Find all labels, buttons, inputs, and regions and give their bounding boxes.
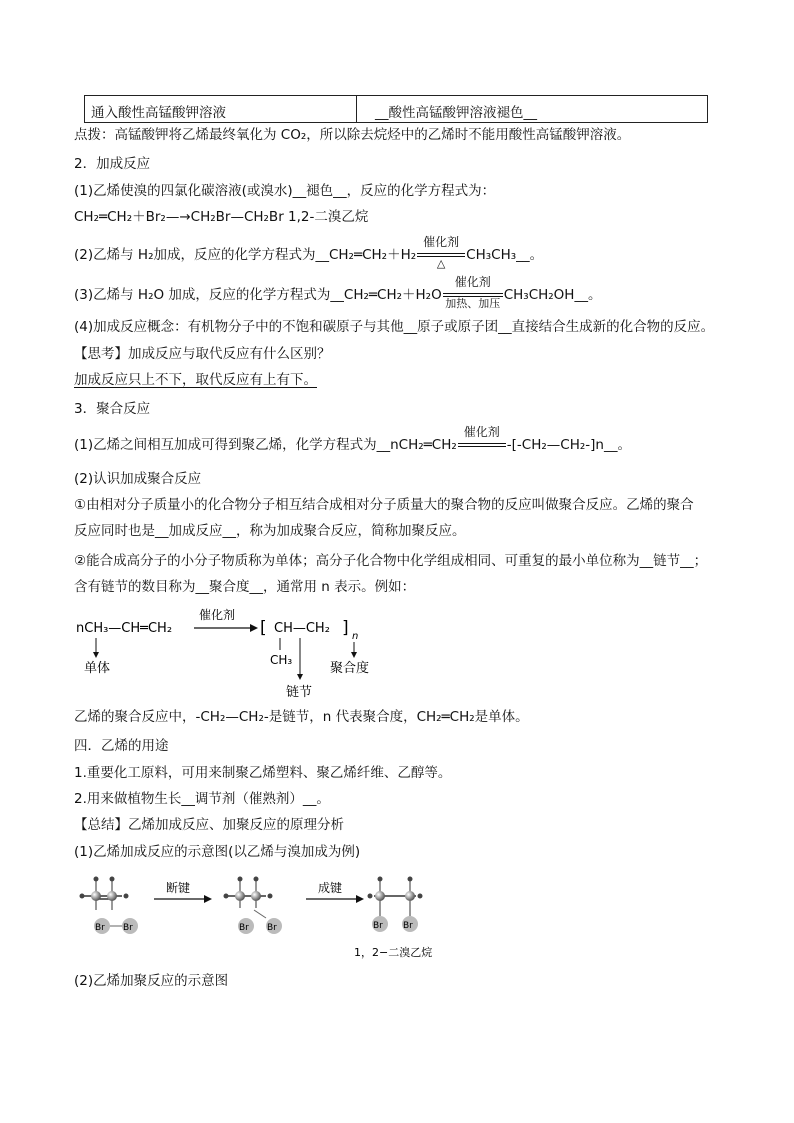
water-equation-right: CH₃CH₂OH__。 xyxy=(503,287,602,303)
polymerization-text-2: 反应同时也是__加成反应__，称为加成聚合反应，简称加聚反应。 xyxy=(74,523,466,539)
product-label: 1，2−二溴乙烷 xyxy=(354,946,433,959)
addition-mechanism-diagram xyxy=(74,870,454,966)
summary-heading: 【总结】乙烯加成反应、加聚反应的原理分析 xyxy=(74,817,344,833)
tip-text: 点拨：高锰酸钾将乙烯最终氧化为 CO₂，所以除去烷烃中的乙烯时不能用酸性高锰酸钾溶液。 xyxy=(74,127,631,143)
table-cell-phenomenon: __酸性高锰酸钾溶液褪色__ xyxy=(375,105,537,121)
summary-item-2: (2)乙烯加聚反应的示意图 xyxy=(74,973,229,989)
monomer-pointer-head xyxy=(93,652,99,658)
bromine-atom-3: Br xyxy=(239,923,249,933)
stage-bond-breaking xyxy=(224,877,283,935)
ethylene-polymerization-note: 乙烯的聚合反应中，-CH₂—CH₂-是链节，n 代表聚合度，CH₂═CH₂是单体。 xyxy=(74,709,529,725)
polymer-n: n xyxy=(352,631,359,642)
stage-ethylene-and-bromine xyxy=(80,877,139,935)
section-title-polymerization: 3．聚合反应 xyxy=(74,401,151,417)
degree-pointer-head xyxy=(351,652,357,658)
stage-dibromoethane xyxy=(368,877,423,933)
label-unit: 链节 xyxy=(286,685,313,700)
bromine-atom-6: Br xyxy=(403,921,413,931)
hydrogen-equation-right: CH₃CH₃__。 xyxy=(466,247,544,263)
condition-label-2: 加热、加压 xyxy=(445,297,501,310)
use-item-2: 2.用来做植物生长__调节剂（催熟剂）__。 xyxy=(74,791,330,807)
catalyst-label-3: 催化剂 xyxy=(463,425,500,439)
label-degree: 聚合度 xyxy=(330,661,370,676)
polyethylene-equation-right: -[-CH₂—CH₂-]n__。 xyxy=(506,437,631,453)
think-question: 【思考】加成反应与取代反应有什么区别？ xyxy=(74,346,331,362)
bromine-equation: CH₂═CH₂＋Br₂—→CH₂Br—CH₂Br 1,2-二溴乙烷 xyxy=(74,209,369,225)
section-title-addition: 2．加成反应 xyxy=(74,156,151,172)
catalyst-arrow-1 xyxy=(417,235,465,270)
polymer-unit: CH—CH₂ xyxy=(274,621,330,636)
hydrogen-equation xyxy=(74,235,544,270)
bromine-atom-1: Br xyxy=(95,923,105,933)
water-equation xyxy=(74,275,602,310)
catalyst-arrow-3 xyxy=(458,425,506,454)
catalyst-label-1: 催化剂 xyxy=(423,235,460,249)
catalyst-label-2: 催化剂 xyxy=(454,275,491,289)
section-title-uses: 四．乙烯的用途 xyxy=(74,738,169,754)
propylene-polymerization-diagram xyxy=(74,606,414,704)
monomer-formula: nCH₃—CH═CH₂ xyxy=(76,621,173,636)
summary-item-1: (1)乙烯加成反应的示意图(以乙烯与溴加成为例) xyxy=(74,844,361,860)
monomer-text-1: ②能合成高分子的小分子物质称为单体；高分子化合物中化学组成相同、可重复的最小单位称为__链节__； xyxy=(74,553,708,569)
polymer-bracket-left: [ xyxy=(260,618,267,638)
catalyst-arrow-2 xyxy=(443,275,503,310)
label-form-bond: 成键 xyxy=(318,881,343,895)
water-equation-left: (3)乙烯与 H₂O 加成，反应的化学方程式为__CH₂═CH₂＋H₂O xyxy=(74,287,442,303)
condition-label-1: △ xyxy=(436,257,446,270)
diagram-catalyst: 催化剂 xyxy=(199,608,236,622)
hydrogen-equation-left: (2)乙烯与 H₂加成，反应的化学方程式为__CH₂═CH₂＋H₂ xyxy=(74,247,417,263)
polyethylene-equation xyxy=(74,425,631,454)
reaction-table-row xyxy=(84,95,708,123)
reaction-arrow-head xyxy=(250,624,258,632)
label-monomer: 单体 xyxy=(84,661,111,676)
bromine-atom-2: Br xyxy=(123,923,133,933)
polymer-bracket-right: ] xyxy=(342,618,349,638)
bromine-atom-5: Br xyxy=(373,921,383,931)
polymerization-text-1: ①由相对分子质量小的化合物分子相互结合成相对分子质量大的聚合物的反应叫做聚合反应。乙烯的聚合 xyxy=(74,497,694,513)
think-answer: 加成反应只上不下，取代反应有上有下。 xyxy=(74,372,317,388)
monomer-text-2: 含有链节的数目称为__聚合度__，通常用 n 表示。例如： xyxy=(74,579,416,595)
polymerization-subtitle: (2)认识加成聚合反应 xyxy=(74,471,202,487)
methyl-group: CH₃ xyxy=(270,653,293,667)
polyethylene-equation-left: (1)乙烯之间相互加成可得到聚乙烯，化学方程式为__nCH₂═CH₂ xyxy=(74,437,457,453)
addition-concept: (4)加成反应概念：有机物分子中的不饱和碳原子与其他__原子或原子团__直接结合生成新的化合物的反应。 xyxy=(74,319,715,335)
use-item-1: 1.重要化工原料，可用来制聚乙烯塑料、聚乙烯纤维、乙醇等。 xyxy=(74,765,452,781)
label-break-bond: 断键 xyxy=(166,881,191,895)
addition-item-1: (1)乙烯使溴的四氯化碳溶液(或溴水)__褪色__，反应的化学方程式为： xyxy=(74,183,496,199)
unit-pointer-head xyxy=(297,674,303,680)
bromine-atom-4: Br xyxy=(267,923,277,933)
table-cell-experiment: 通入酸性高锰酸钾溶液 xyxy=(85,96,357,122)
